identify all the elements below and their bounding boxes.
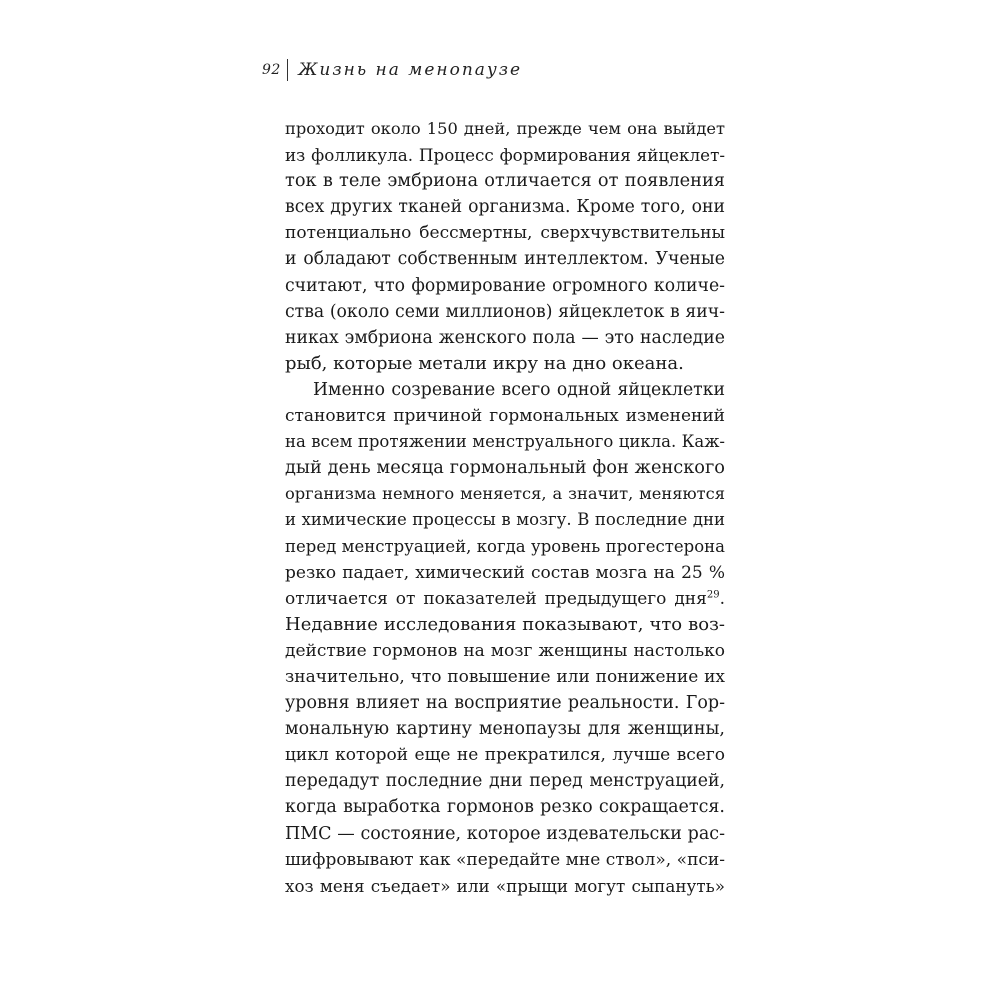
text-line: на всем протяжении менструального цикла. Каж- xyxy=(285,432,725,452)
text-line: из фолликула. Процесс формирования яйцеклет- xyxy=(285,145,725,166)
body-text xyxy=(285,116,725,899)
text-line: проходит около 150 дней, прежде чем она выйдет xyxy=(285,119,725,138)
text-line: никах эмбриона женского пола — это наследие xyxy=(285,327,725,348)
footnote-trailing-punct: . xyxy=(719,588,725,609)
text-line: Недавние исследования показывают, что воз- xyxy=(285,613,725,635)
text-line: отличается от показателей предыдущего дня xyxy=(285,588,707,609)
paragraph-2 xyxy=(285,377,725,899)
text-line: организма немного меняется, а значит, меняются xyxy=(285,484,725,504)
footnote-reference: 29 xyxy=(706,589,720,601)
text-line: потенциально бессмертны, сверхчувствительны xyxy=(285,223,725,244)
text-line: всех других тканей организма. Кроме того, они xyxy=(285,197,725,218)
text-line: и обладают собственным интеллектом. Ученые xyxy=(285,249,725,270)
text-line: считают, что формирование огромного количе- xyxy=(285,275,725,296)
text-line: мональную картину менопаузы для женщины, xyxy=(285,719,725,740)
text-line: перед менструацией, когда уровень прогестерона xyxy=(285,536,725,556)
text-line: уровня влияет на восприятие реальности. Гор- xyxy=(285,693,725,714)
text-line: Именно созревание всего одной яйцеклетки xyxy=(313,379,725,400)
running-head xyxy=(262,56,522,84)
text-line: ПМС — состояние, которое издевательски рас- xyxy=(285,823,725,844)
header-divider xyxy=(287,59,289,81)
chapter-title: Жизнь на менопаузе xyxy=(298,60,523,80)
text-line-with-footnote xyxy=(285,586,725,612)
text-line: цикл которой еще не прекратился, лучше всего xyxy=(285,745,725,766)
text-line: дый день месяца гормональный фон женского xyxy=(285,458,725,479)
text-line: хоз меня съедает» или «прыщи могут сыпануть» xyxy=(285,875,725,896)
page-number: 92 xyxy=(262,62,281,78)
text-line: действие гормонов на мозг женщины настолько xyxy=(285,640,725,661)
text-line: ток в теле эмбриона отличается от появления xyxy=(285,171,725,192)
text-line: резко падает, химический состав мозга на 25 % xyxy=(285,562,725,583)
text-line: становится причиной гормональных изменений xyxy=(285,406,725,427)
text-line: шифровывают как «передайте мне ствол», «пси- xyxy=(285,849,725,870)
text-line: передадут последние дни перед менструацией, xyxy=(285,771,725,792)
text-line: рыб, которые метали икру на дно океана. xyxy=(285,352,684,374)
text-line: когда выработка гормонов резко сокращается. xyxy=(285,797,725,818)
text-line: и химические процессы в мозгу. В последние дни xyxy=(285,510,725,530)
text-line: значительно, что повышение или понижение их xyxy=(285,666,725,687)
text-line: ства (около семи миллионов) яйцеклеток в яич- xyxy=(285,301,725,322)
paragraph-1 xyxy=(285,116,725,377)
